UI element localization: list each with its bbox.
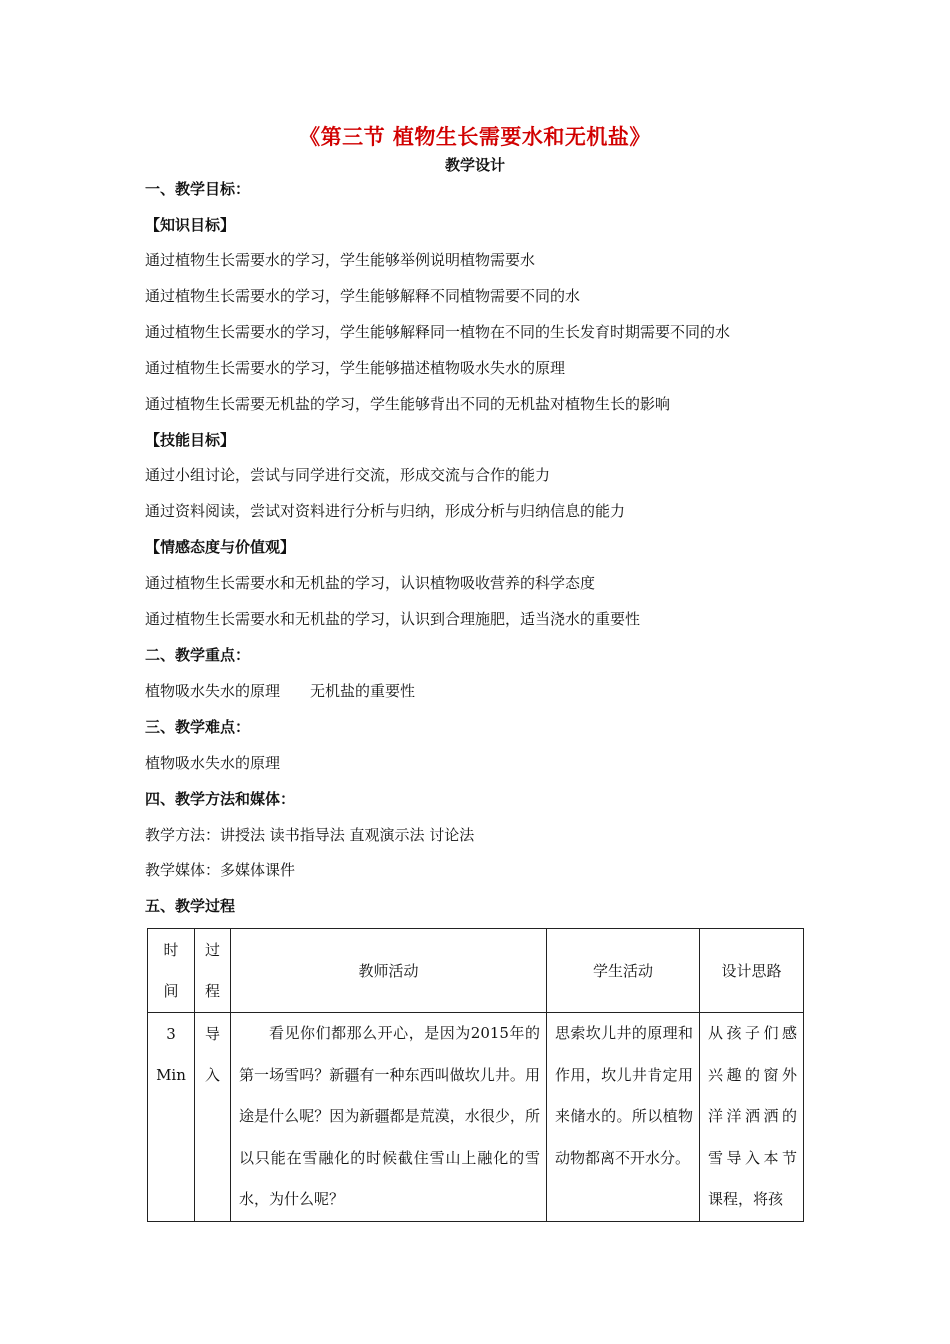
key-heading: 二、教学重点： [145, 646, 251, 664]
emotion-heading: 【情感态度与价值观】 [145, 538, 296, 556]
difficulty-text: 植物吸水失水的原理 [145, 754, 281, 772]
skill-item: 通过资料阅读，尝试对资料进行分析与归纳，形成分析与归纳信息的能力 [145, 502, 626, 520]
key-point: 植物吸水失水的原理 [145, 682, 281, 700]
header-stage: 过 程 [195, 929, 231, 1013]
cell-time: 3 Min [148, 1013, 195, 1222]
goals-heading: 一、教学目标： [145, 180, 251, 198]
difficulty-heading: 三、教学难点： [145, 718, 251, 736]
method-heading: 四、教学方法和媒体： [145, 790, 296, 808]
knowledge-item: 通过植物生长需要水的学习，学生能够解释不同植物需要不同的水 [145, 287, 581, 305]
skill-item: 通过小组讨论，尝试与同学进行交流，形成交流与合作的能力 [145, 466, 551, 484]
cell-stage: 导 入 [195, 1013, 231, 1222]
key-point: 无机盐的重要性 [310, 682, 416, 700]
document-subtitle: 教学设计 [444, 156, 505, 174]
process-heading: 五、教学过程 [145, 897, 236, 915]
table-header-row [148, 929, 804, 1013]
methods-text: 教学方法：讲授法 读书指导法 直观演示法 讨论法 [145, 826, 475, 844]
emotion-item: 通过植物生长需要水和无机盐的学习，认识到合理施肥，适当浇水的重要性 [145, 610, 641, 628]
cell-student-activity: 思索坎儿井的原理和作用，坎儿井肯定用来储水的。所以植物动物都离不开水分。 [547, 1013, 700, 1222]
header-design: 设计思路 [700, 929, 804, 1013]
cell-design-idea: 从孩子们感兴趣的窗外洋洋洒洒的雪导入本节课程，将孩 [700, 1013, 804, 1222]
process-table [147, 928, 804, 1222]
cell-teacher-activity: 看见你们都那么开心，是因为2015年的第一场雪吗？新疆有一种东西叫做坎儿井。用途是什么呢？因为新疆都是荒漠，水很少，所以只能在雪融化的时候截住雪山上融化的雪水，为什么呢？ [231, 1013, 547, 1222]
knowledge-heading: 【知识目标】 [145, 216, 236, 234]
document-title: 《第三节 植物生长需要水和无机盐》 [299, 125, 651, 149]
table-row [148, 1013, 804, 1222]
header-time: 时 间 [148, 929, 195, 1013]
header-student: 学生活动 [547, 929, 700, 1013]
knowledge-item: 通过植物生长需要水的学习，学生能够描述植物吸水失水的原理 [145, 359, 566, 377]
knowledge-item: 通过植物生长需要水的学习，学生能够举例说明植物需要水 [145, 251, 536, 269]
knowledge-item: 通过植物生长需要无机盐的学习，学生能够背出不同的无机盐对植物生长的影响 [145, 395, 671, 413]
media-text: 教学媒体：多媒体课件 [145, 861, 296, 879]
emotion-item: 通过植物生长需要水和无机盐的学习，认识植物吸收营养的科学态度 [145, 574, 596, 592]
skill-heading: 【技能目标】 [145, 431, 236, 449]
knowledge-item: 通过植物生长需要水的学习，学生能够解释同一植物在不同的生长发育时期需要不同的水 [145, 323, 731, 341]
key-points [145, 680, 415, 701]
header-teacher: 教师活动 [231, 929, 547, 1013]
